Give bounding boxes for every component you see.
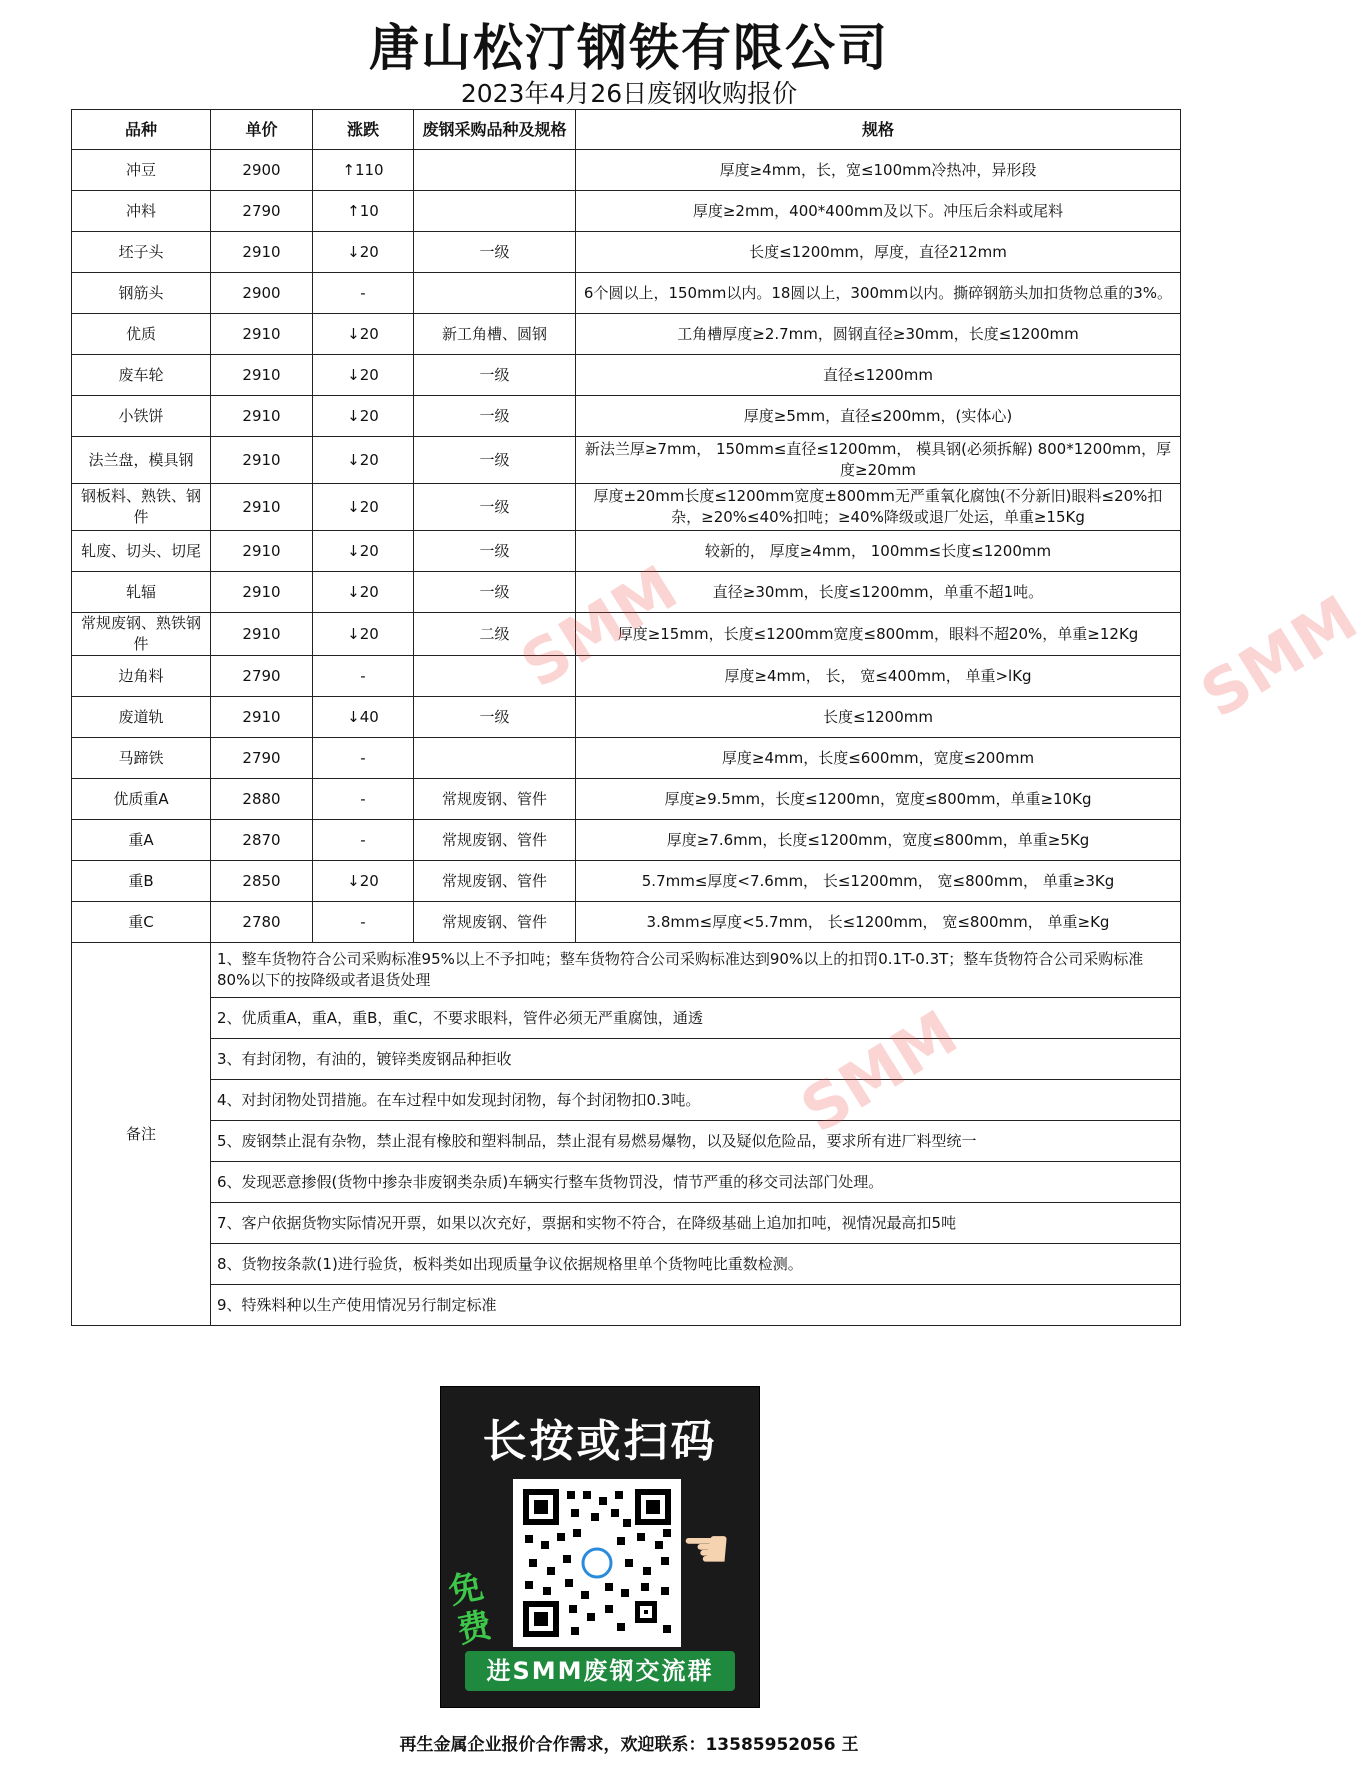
footer-contact: 再生金属企业报价合作需求，欢迎联系：13585952056 王 — [399, 1735, 859, 1755]
row-price: 2850 — [211, 861, 313, 902]
table-row — [72, 150, 1181, 191]
row-grade: 一级 — [414, 232, 576, 273]
row-price: 2910 — [211, 314, 313, 355]
row-grade: 二级 — [414, 613, 576, 656]
notes-row — [72, 1244, 1181, 1285]
row-name: 马蹄铁 — [72, 738, 211, 779]
row-change: ↓20 — [313, 613, 414, 656]
notes-row — [72, 1121, 1181, 1162]
row-change: - — [313, 656, 414, 697]
qr-promo-card[interactable] — [440, 1386, 760, 1708]
notes-row — [72, 1285, 1181, 1326]
row-spec: 厚度≥4mm，长度≤600mm，宽度≤200mm — [576, 738, 1181, 779]
row-name: 坯子头 — [72, 232, 211, 273]
row-price: 2910 — [211, 396, 313, 437]
table-row — [72, 273, 1181, 314]
row-price: 2880 — [211, 779, 313, 820]
note-item: 1、整车货物符合公司采购标准95%以上不予扣吨；整车货物符合公司采购标准达到90%以上的扣罚0.1T-0.3T；整车货物符合公司采购标准80%以下的按降级或者退货处理 — [211, 943, 1181, 998]
row-grade — [414, 150, 576, 191]
row-grade — [414, 738, 576, 779]
qr-free-text: 免费 — [445, 1566, 496, 1652]
row-spec: 厚度≥5mm，直径≤200mm，(实体心) — [576, 396, 1181, 437]
row-price: 2910 — [211, 613, 313, 656]
table-row — [72, 779, 1181, 820]
row-spec: 厚度≥4mm， 长， 宽≤400mm， 单重>lKg — [576, 656, 1181, 697]
row-change: ↑10 — [313, 191, 414, 232]
note-item: 7、客户依据货物实际情况开票，如果以次充好，票据和实物不符合，在降级基础上追加扣吨，视情况最高扣5吨 — [211, 1203, 1181, 1244]
row-price: 2910 — [211, 484, 313, 531]
row-spec: 直径≥30mm，长度≤1200mm，单重不超1吨。 — [576, 572, 1181, 613]
row-name: 优质重A — [72, 779, 211, 820]
table-row — [72, 697, 1181, 738]
row-change: - — [313, 902, 414, 943]
table-row — [72, 484, 1181, 531]
row-spec: 3.8mm≤厚度<5.7mm， 长≤1200mm， 宽≤800mm， 单重≥Kg — [576, 902, 1181, 943]
row-spec: 工角槽厚度≥2.7mm，圆钢直径≥30mm，长度≤1200mm — [576, 314, 1181, 355]
row-spec: 厚度≥15mm，长度≤1200mm宽度≤800mm，眼料不超20%，单重≥12Kg — [576, 613, 1181, 656]
row-price: 2870 — [211, 820, 313, 861]
row-spec: 较新的， 厚度≥4mm， 100mm≤长度≤1200mm — [576, 531, 1181, 572]
row-price: 2790 — [211, 656, 313, 697]
notes-row — [72, 998, 1181, 1039]
row-change: - — [313, 738, 414, 779]
row-name: 废道轨 — [72, 697, 211, 738]
row-change: ↑110 — [313, 150, 414, 191]
header-change: 涨跌 — [313, 110, 414, 150]
row-grade: 一级 — [414, 355, 576, 396]
notes-row — [72, 1162, 1181, 1203]
row-grade: 一级 — [414, 697, 576, 738]
row-price: 2910 — [211, 437, 313, 484]
row-name: 轧辐 — [72, 572, 211, 613]
row-price: 2910 — [211, 531, 313, 572]
row-grade: 一级 — [414, 484, 576, 531]
row-spec: 6个圆以上，150mm以内。18圆以上，300mm以内。撕碎钢筋头加扣货物总重的3%。 — [576, 273, 1181, 314]
table-row — [72, 437, 1181, 484]
row-change: - — [313, 273, 414, 314]
row-change: ↓40 — [313, 697, 414, 738]
row-grade: 一级 — [414, 572, 576, 613]
table-row — [72, 232, 1181, 273]
row-name: 优质 — [72, 314, 211, 355]
row-name: 边角料 — [72, 656, 211, 697]
row-name: 废车轮 — [72, 355, 211, 396]
row-change: ↓20 — [313, 437, 414, 484]
row-price: 2790 — [211, 738, 313, 779]
row-name: 法兰盘，模具钢 — [72, 437, 211, 484]
row-change: ↓20 — [313, 355, 414, 396]
row-name: 钢筋头 — [72, 273, 211, 314]
row-grade: 一级 — [414, 396, 576, 437]
note-item: 2、优质重A，重A，重B，重C，不要求眼料，管件必须无严重腐蚀，通透 — [211, 998, 1181, 1039]
notes-row — [72, 1080, 1181, 1121]
header-spec: 规格 — [576, 110, 1181, 150]
row-price: 2900 — [211, 150, 313, 191]
row-spec: 厚度≥4mm，长，宽≤100mm冷热冲，异形段 — [576, 150, 1181, 191]
row-name: 重B — [72, 861, 211, 902]
row-grade: 一级 — [414, 437, 576, 484]
row-price: 2910 — [211, 355, 313, 396]
notes-label: 备注 — [72, 943, 211, 1326]
note-item: 4、对封闭物处罚措施。在车过程中如发现封闭物，每个封闭物扣0.3吨。 — [211, 1080, 1181, 1121]
row-grade: 常规废钢、管件 — [414, 902, 576, 943]
row-grade: 常规废钢、管件 — [414, 861, 576, 902]
row-name: 冲料 — [72, 191, 211, 232]
row-price: 2790 — [211, 191, 313, 232]
row-name: 冲豆 — [72, 150, 211, 191]
pointing-hand-icon: ☚ — [681, 1517, 732, 1582]
row-price: 2900 — [211, 273, 313, 314]
row-grade: 常规废钢、管件 — [414, 820, 576, 861]
notes-row — [72, 1039, 1181, 1080]
table-row — [72, 902, 1181, 943]
note-item: 9、特殊料种以生产使用情况另行制定标准 — [211, 1285, 1181, 1326]
page-title: 唐山松汀钢铁有限公司 — [369, 19, 889, 77]
table-row — [72, 314, 1181, 355]
row-name: 钢板料、熟铁、钢件 — [72, 484, 211, 531]
row-spec: 5.7mm≤厚度<7.6mm， 长≤1200mm， 宽≤800mm， 单重≥3Kg — [576, 861, 1181, 902]
table-row — [72, 656, 1181, 697]
row-grade: 常规废钢、管件 — [414, 779, 576, 820]
price-table — [71, 109, 1181, 1326]
row-grade — [414, 191, 576, 232]
row-name: 轧废、切头、切尾 — [72, 531, 211, 572]
row-name: 常规废钢、熟铁钢件 — [72, 613, 211, 656]
row-change: ↓20 — [313, 531, 414, 572]
note-item: 6、发现恶意掺假(货物中掺杂非废钢类杂质)车辆实行整车货物罚没，情节严重的移交司法部门处理。 — [211, 1162, 1181, 1203]
table-row — [72, 820, 1181, 861]
note-item: 8、货物按条款(1)进行验货，板料类如出现质量争议依据规格里单个货物吨比重数检测。 — [211, 1244, 1181, 1285]
table-row — [72, 396, 1181, 437]
row-price: 2780 — [211, 902, 313, 943]
watermark: SMM — [1188, 581, 1370, 732]
watermark: SMM — [508, 551, 690, 702]
header-price: 单价 — [211, 110, 313, 150]
row-change: - — [313, 820, 414, 861]
row-name: 小铁饼 — [72, 396, 211, 437]
note-item: 5、废钢禁止混有杂物，禁止混有橡胶和塑料制品，禁止混有易燃易爆物，以及疑似危险品，要求所有进厂料型统一 — [211, 1121, 1181, 1162]
row-grade: 新工角槽、圆钢 — [414, 314, 576, 355]
header-grade: 废钢采购品种及规格 — [414, 110, 576, 150]
table-row — [72, 191, 1181, 232]
table-row — [72, 861, 1181, 902]
note-item: 3、有封闭物，有油的，镀锌类废钢品种拒收 — [211, 1039, 1181, 1080]
row-spec: 直径≤1200mm — [576, 355, 1181, 396]
row-grade: 一级 — [414, 531, 576, 572]
qr-top-text: 长按或扫码 — [482, 1416, 718, 1467]
row-spec: 厚度≥2mm，400*400mm及以下。冲压后余料或尾料 — [576, 191, 1181, 232]
row-change: ↓20 — [313, 232, 414, 273]
row-change: ↓20 — [313, 314, 414, 355]
row-price: 2910 — [211, 572, 313, 613]
page-subtitle: 2023年4月26日废钢收购报价 — [460, 79, 798, 108]
row-spec: 长度≤1200mm，厚度，直径212mm — [576, 232, 1181, 273]
row-spec: 长度≤1200mm — [576, 697, 1181, 738]
header-name: 品种 — [72, 110, 211, 150]
row-price: 2910 — [211, 232, 313, 273]
table-row — [72, 738, 1181, 779]
qr-bottom-text: 进SMM废钢交流群 — [465, 1651, 735, 1691]
row-grade — [414, 273, 576, 314]
watermark: SMM — [788, 996, 970, 1147]
row-spec: 厚度±20mm长度≤1200mm宽度±800mm无严重氧化腐蚀(不分新旧)眼料≤20%扣杂，≥20%≤40%扣吨；≥40%降级或退厂处运，单重≥15Kg — [576, 484, 1181, 531]
row-change: ↓20 — [313, 572, 414, 613]
qr-code-icon[interactable] — [513, 1479, 681, 1647]
row-spec: 厚度≥9.5mm，长度≤1200mn，宽度≤800mm，单重≥10Kg — [576, 779, 1181, 820]
table-header-row — [72, 110, 1181, 150]
row-change: ↓20 — [313, 484, 414, 531]
row-name: 重C — [72, 902, 211, 943]
row-price: 2910 — [211, 697, 313, 738]
row-change: - — [313, 779, 414, 820]
row-spec: 厚度≥7.6mm，长度≤1200mm，宽度≤800mm，单重≥5Kg — [576, 820, 1181, 861]
table-row — [72, 355, 1181, 396]
notes-row — [72, 943, 1181, 998]
row-change: ↓20 — [313, 861, 414, 902]
row-name: 重A — [72, 820, 211, 861]
row-spec: 新法兰厚≥7mm， 150mm≤直径≤1200mm， 模具钢(必须拆解) 800*1200mm，厚度≥20mm — [576, 437, 1181, 484]
notes-row — [72, 1203, 1181, 1244]
row-change: ↓20 — [313, 396, 414, 437]
